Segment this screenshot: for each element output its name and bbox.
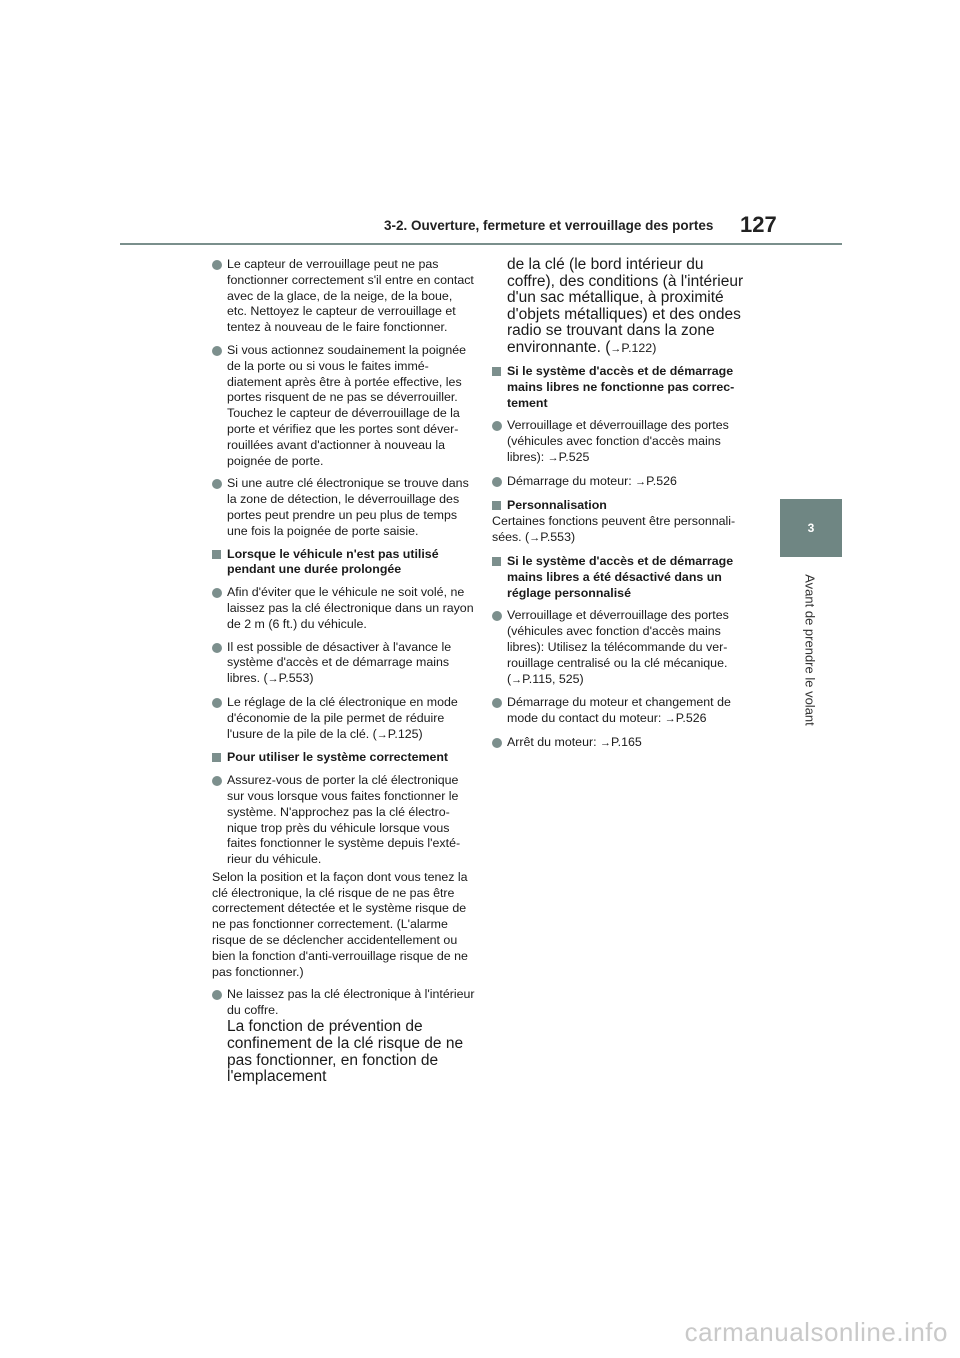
list-item: Démarrage du moteur et changement de mode du contact du moteur: →P.526 [492,695,746,728]
list-item: Il est possible de désactiver à l'avance le système d'accès et de démarrage mains libres. (→P.553) [212,640,475,688]
chapter-label: Avant de prendre le volant [802,574,818,726]
page-reference[interactable]: P.553) [278,671,314,686]
list-item: Le réglage de la clé électronique en mode d'économie de la pile permet de réduire l'usure de la pile de la clé. (→P.125) [212,695,475,743]
page-reference[interactable]: P.115, 525) [522,671,584,686]
list-item: Ne laissez pas la clé électronique à l'intérieur du coffre. La fonction de prévention de confinement de la clé risque de ne pas fonctionner, en fonction de l'emplacement [212,987,475,1086]
arrow-icon: → [664,713,676,726]
section-heading: Pour utiliser le système correctement [212,750,475,766]
list-item: Afin d'éviter que le véhicule ne soit volé, ne laissez pas la clé électronique dans un rayon de 2 m (6 ft.) du véhicule. [212,585,475,632]
left-column [212,257,475,1093]
section-heading: Lorsque le véhicule n'est pas utilisé pendant une durée prolongée [212,547,475,579]
list-item: Arrêt du moteur: →P.165 [492,735,746,752]
bullet-icon [212,346,222,356]
page-reference[interactable]: P.526 [675,711,707,726]
bullet-icon [492,611,502,621]
bullet-icon [492,698,502,708]
chapter-tab: 3 [780,499,842,557]
bullet-icon [212,260,222,270]
bullet-icon [492,477,502,487]
list-item: Verrouillage et déverrouillage des portes (véhicules avec fonction d'accès mains libres): →P.525 [492,418,746,466]
square-bullet-icon [492,557,501,566]
paragraph: Certaines fonctions peuvent être personnalisées. (→P.553) [492,514,736,545]
arrow-icon: → [376,728,388,741]
arrow-icon: → [635,475,647,488]
section-heading: Si le système d'accès et de démarrage mains libres ne fonctionne pas correctement [492,364,746,411]
bullet-icon [212,643,222,653]
right-column [492,257,746,759]
list-item: Assurez-vous de porter la clé électronique sur vous lorsque vous faites fonctionner le système. N'approchez pas la clé électronique trop près du véhicule lorsque vous faites fonctionner le système depuis l'extérieur du véhicule. [212,773,475,868]
arrow-icon: → [267,673,279,686]
section-title: 3-2. Ouverture, fermeture et verrouillage des portes [384,218,714,233]
list-item: Si une autre clé électronique se trouve dans la zone de détection, le déverrouillage des portes peut prendre un peu plus de temps une fois la poignée de porte saisie. [212,476,475,539]
page-reference[interactable]: P.526 [646,473,677,488]
bullet-icon [212,990,222,1000]
bullet-icon [492,738,502,748]
arrow-icon: → [529,532,541,545]
page-reference[interactable]: P.125) [387,726,423,741]
header-divider [120,243,842,245]
page-reference[interactable]: P.122) [621,340,657,355]
square-bullet-icon [212,550,221,559]
square-bullet-icon [492,501,501,510]
bullet-icon [212,479,222,489]
page-reference[interactable]: P.165 [610,734,642,749]
square-bullet-icon [492,367,501,376]
paragraph: Selon la position et la façon dont vous tenez la clé électronique, la clé risque de ne pas être correctement détectée et le système risque de ne pas fonctionner correctement. (L'alarme risque de se déclencher accidentellement ou bien la fonction d'anti-verrouillage risque de ne pas fonctionner.) [212,869,468,979]
page-reference[interactable]: P.553) [540,530,576,545]
list-item: Si vous actionnez soudainement la poignée de la porte ou si vous le faites immédiatement après être à portée effective, les portes risquent de ne pas se déverrouiller. Touchez le capteur de déverrouillage de la porte et vérifiez que les portes sont déverrouillées avant d'actionner à nouveau la poignée de porte. [212,343,475,469]
bullet-icon [212,588,222,598]
list-item: Démarrage du moteur: →P.526 [492,474,746,491]
section-heading: Si le système d'accès et de démarrage mains libres a été désactivé dans un réglage personnalisé [492,554,746,601]
watermark-logo: carmanualsonline.info [684,1317,948,1347]
paragraph-continuation: de la clé (le bord intérieur du coffre), des conditions (à l'intérieur d'un sac métallique, à proximité d'objets métalliques) et des ondes radio se trouvant dans la zone environnante. (→P.122) [507,256,744,356]
bullet-icon [212,776,222,786]
list-item: Le capteur de verrouillage peut ne pas fonctionner correctement s'il entre en contact avec de la glace, de la neige, de la boue, etc. Nettoyez le capteur de verrouillage et tentez à nouveau de le faire fonctionner. [212,257,475,336]
bullet-icon [212,698,222,708]
section-heading: Personnalisation [492,498,746,514]
arrow-icon: → [599,736,611,749]
arrow-icon: → [547,451,559,464]
list-item: Verrouillage et déverrouillage des portes (véhicules avec fonction d'accès mains libres): Utilisez la télécommande du verrouillage centralisé ou la clé mécanique. (→P.115, 525) [492,608,746,688]
arrow-icon: → [511,673,523,686]
arrow-icon: → [610,342,622,355]
page-number: 127 [740,212,777,237]
square-bullet-icon [212,753,221,762]
page-reference[interactable]: P.525 [558,449,590,464]
bullet-icon [492,421,502,431]
